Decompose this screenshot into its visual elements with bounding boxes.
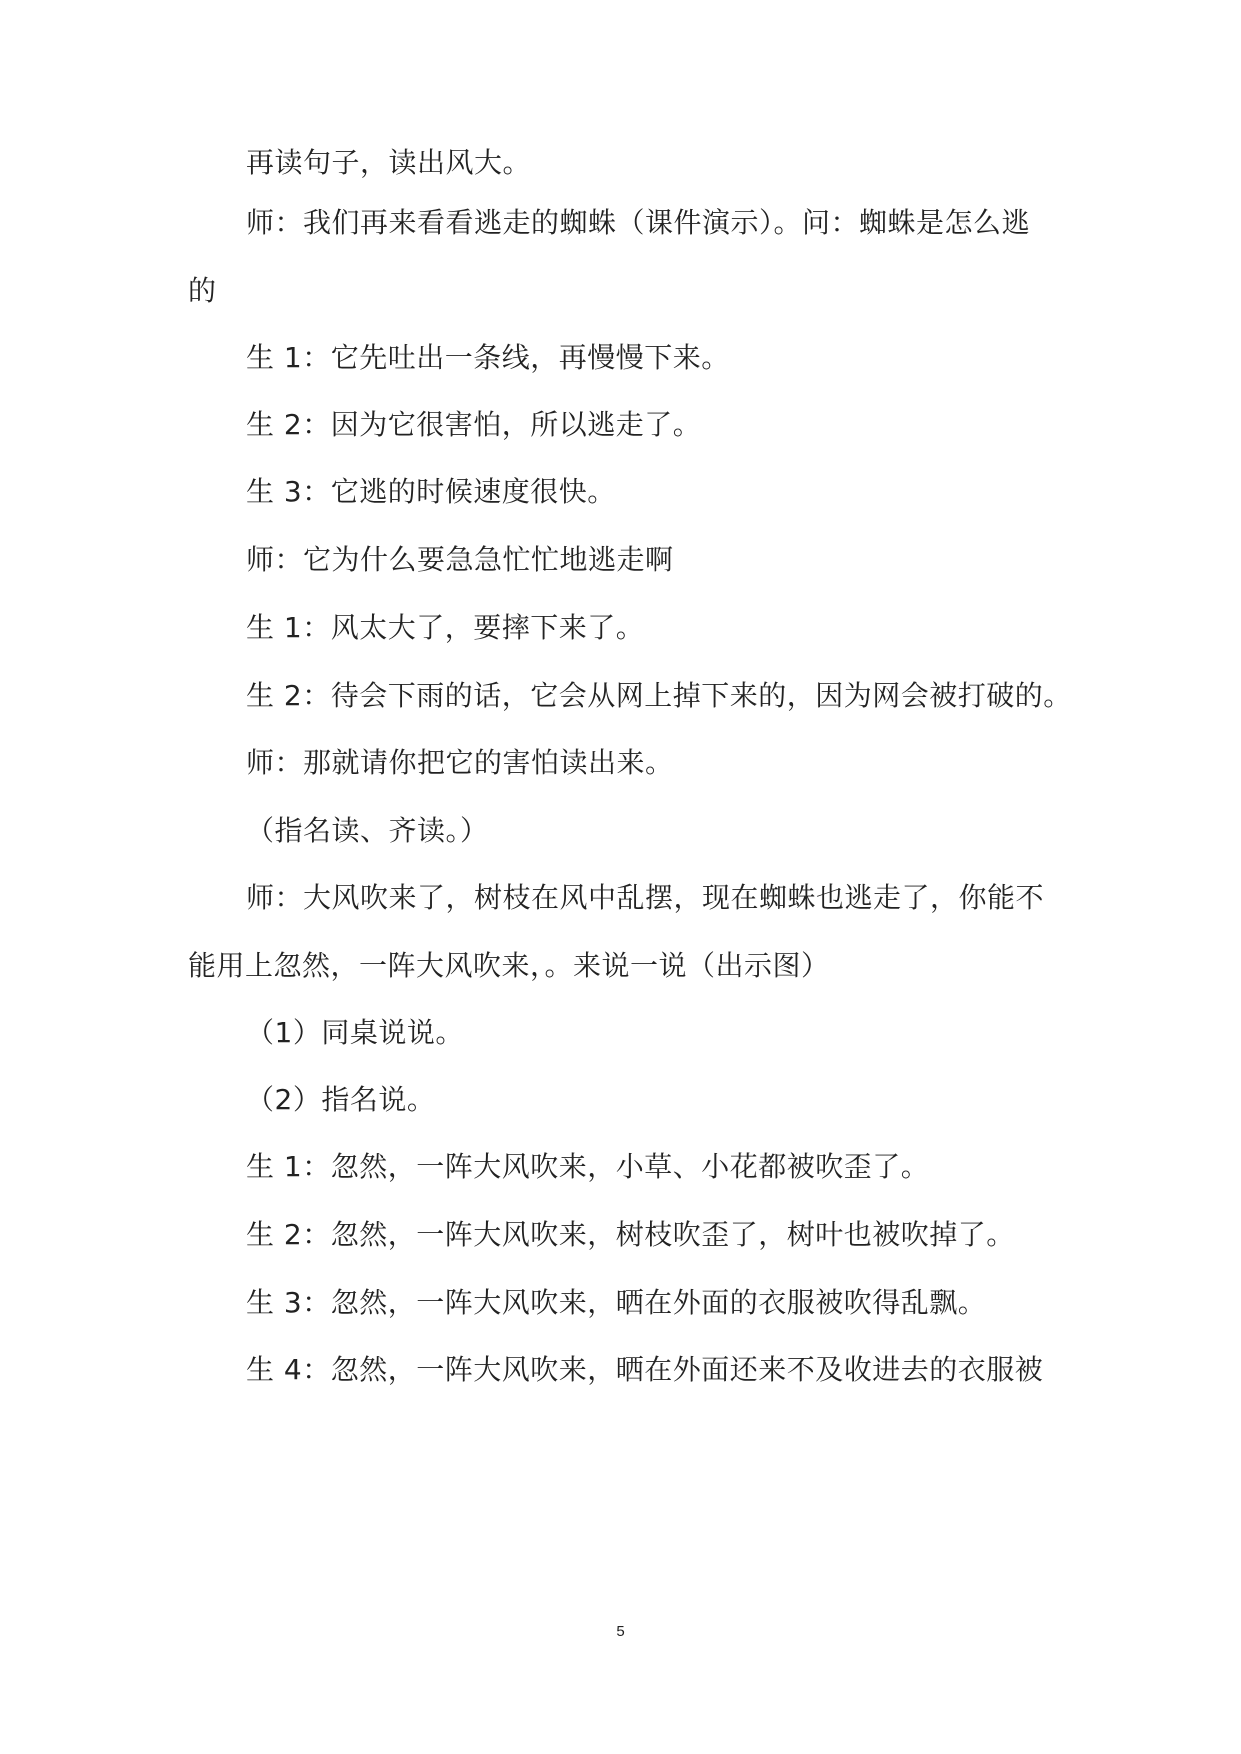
paragraph-line: 师：我们再来看看逃走的蜘蛛（课件演示）。问：蜘蛛是怎么逃 [246, 206, 1031, 239]
paragraph-line: 师：大风吹来了，树枝在风中乱摆，现在蜘蛛也逃走了，你能不 [246, 881, 1045, 914]
paragraph-line: 生 4：忽然，一阵大风吹来，晒在外面还来不及收进去的衣服被 [246, 1353, 1044, 1386]
paragraph-line: （指名读、齐读。） [246, 814, 489, 847]
paragraph-line: 生 3：忽然，一阵大风吹来，晒在外面的衣服被吹得乱飘。 [246, 1286, 987, 1319]
paragraph-line: 生 2：忽然，一阵大风吹来，树枝吹歪了，树叶也被吹掉了。 [246, 1218, 1015, 1251]
paragraph-line: 生 3：它逃的时候速度很快。 [246, 475, 616, 508]
paragraph-line: 再读句子，读出风大。 [246, 146, 532, 179]
paragraph-line: 的 [188, 274, 217, 307]
paragraph-line: （1）同桌说说。 [246, 1016, 464, 1049]
paragraph-line: 生 1：它先吐出一条线，再慢慢下来。 [246, 341, 730, 374]
paragraph-line: 师：它为什么要急急忙忙地逃走啊 [246, 543, 674, 576]
paragraph-line: 生 2：因为它很害怕，所以逃走了。 [246, 408, 702, 441]
paragraph-line: 生 1：风太大了，要摔下来了。 [246, 611, 645, 644]
paragraph-line: （2）指名说。 [246, 1083, 436, 1116]
paragraph-line: 能用上忽然，一阵大风吹来，。来说一说（出示图） [188, 949, 830, 982]
paragraph-line: 师：那就请你把它的害怕读出来。 [246, 746, 674, 779]
page-number: 5 [616, 1623, 625, 1640]
paragraph-line: 生 1：忽然，一阵大风吹来，小草、小花都被吹歪了。 [246, 1150, 930, 1183]
paragraph-line: 生 2：待会下雨的话，它会从网上掉下来的，因为网会被打破的。 [246, 679, 1072, 712]
